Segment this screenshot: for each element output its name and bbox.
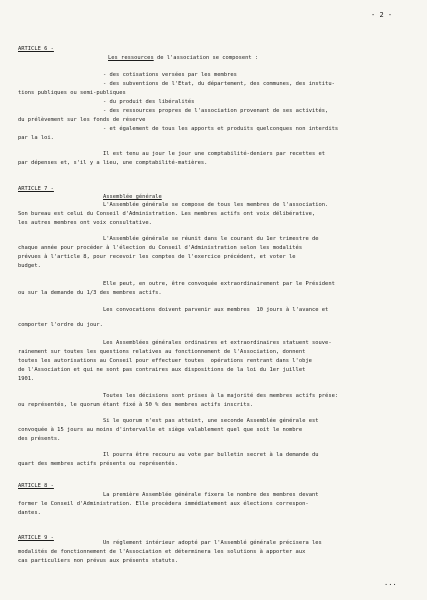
article-6-paragraph: Il est tenu au jour le jour une comptabilité-deniers par recettes et xyxy=(103,151,326,157)
article-7-paragraph: Les Assemblées générales ordinaires et extraordinaires statuent souve- xyxy=(103,340,332,346)
article-6-item: - du produit des libéralités xyxy=(103,99,195,105)
article-8-paragraph: dantes. xyxy=(18,510,41,516)
article-7-heading: Assemblée générale xyxy=(103,194,162,200)
article-7-paragraph: chaque année pour procéder à l'élection du Conseil d'Administration selon les modalités xyxy=(18,245,303,251)
article-6-paragraph: par dépenses et, s'il y a lieu, une comptabilité-matières. xyxy=(18,160,208,166)
article-7-paragraph: rainement sur toutes les questions relatives au fonctionnement de l'Association, donnent xyxy=(18,349,306,355)
article-7-paragraph: comporter l'ordre du jour. xyxy=(18,322,103,328)
article-7-paragraph: Elle peut, en outre, être convoquée extraordinairement par le Président xyxy=(103,281,335,287)
article-7-paragraph: les autres membres ont voix consultative. xyxy=(18,220,152,226)
continuation-marker: ... xyxy=(384,579,397,587)
article-7-paragraph: 1901. xyxy=(18,376,35,382)
article-7-paragraph: ou sur la demande du 1/3 des membres actifs. xyxy=(18,290,162,296)
article-7-paragraph: Toutes les décisions sont prises à la majorité des membres actifs prése: xyxy=(103,393,339,399)
article-6-heading-line xyxy=(108,55,258,61)
article-6-item: - des ressources propres de l'association provenant de ses activités, xyxy=(103,108,329,114)
article-6-item: du prélèvement sur les fonds de réserve xyxy=(18,117,146,123)
article-7-paragraph: quart des membres actifs présents ou représentés. xyxy=(18,461,179,467)
article-8-paragraph: former le Conseil d'Administration. Elle procèdera immédiatement aux élections correspon- xyxy=(18,501,309,507)
article-7-paragraph: Son bureau est celui du Conseil d'Administration. Les membres actifs ont voix délibérative, xyxy=(18,211,316,217)
article-6-item: tions publiques ou semi-publiques xyxy=(18,90,126,96)
article-6-item: - des cotisations versées par les membres xyxy=(103,72,237,78)
article-6-item: - et également de tous les apports et produits quelconques non interdits xyxy=(103,126,339,132)
article-7-paragraph: Si le quorum n'est pas atteint, une seconde Assemblée générale est xyxy=(103,418,319,424)
article-9-paragraph: modalités de fonctionnement de l'Association et déterminera les solutions à apporter aux xyxy=(18,549,306,555)
article-7-paragraph: de l'Association et qui ne sont pas contraires aux dispositions de la loi du 1er juillet xyxy=(18,367,306,373)
article-6-item: - des subventions de l'Etat, du département, des communes, des institu- xyxy=(103,81,335,87)
article-7-paragraph: budget. xyxy=(18,263,41,269)
article-6-heading: Les ressources xyxy=(108,55,154,61)
article-9-paragraph: Un réglement intérieur adopté par l'Assemblé générale précisera les xyxy=(103,540,322,546)
article-7-paragraph: toutes les autorisations au Conseil pour effectuer toutes opérations rentrant dans l'obje xyxy=(18,358,312,364)
article-7-paragraph: des présents. xyxy=(18,436,61,442)
article-6-label: ARTICLE 6 - xyxy=(18,46,54,52)
article-7-paragraph: Il pourra être recouru au vote par bulletin secret à la demande du xyxy=(103,452,319,458)
article-7-paragraph: convoquée à 15 jours au moins d'intervalle et siège valablement quel que soit le nombre xyxy=(18,427,303,433)
article-7-paragraph: L'Assemblée générale se réunit dans le courant du 1er trimestre de xyxy=(103,236,319,242)
article-9-label: ARTICLE 9 - xyxy=(18,535,54,541)
page-number: - 2 - xyxy=(371,11,393,19)
article-6-heading-rest: de l'association se composent : xyxy=(153,55,259,61)
article-8-label: ARTICLE 8 - xyxy=(18,483,54,489)
article-7-paragraph: Les convocations doivent parvenir aux membres 10 jours à l'avance et xyxy=(103,307,329,313)
article-9-paragraph: cas particuliers non prévus aux présents statuts. xyxy=(18,558,179,564)
article-7-paragraph: ou représentés, le quorum étant fixé à 50 % des membres actifs inscrits. xyxy=(18,402,254,408)
article-7-paragraph: prévues à l'article 8, pour recevoir les comptes de l'exercice précédent, et voter le xyxy=(18,254,296,260)
article-8-paragraph: La première Assemblée générale fixera le nombre des membres devant xyxy=(103,492,319,498)
article-6-item: par la loi. xyxy=(18,135,54,141)
article-7-label: ARTICLE 7 - xyxy=(18,186,54,192)
article-7-paragraph: L'Assemblée générale se compose de tous les membres de l'association. xyxy=(103,202,329,208)
